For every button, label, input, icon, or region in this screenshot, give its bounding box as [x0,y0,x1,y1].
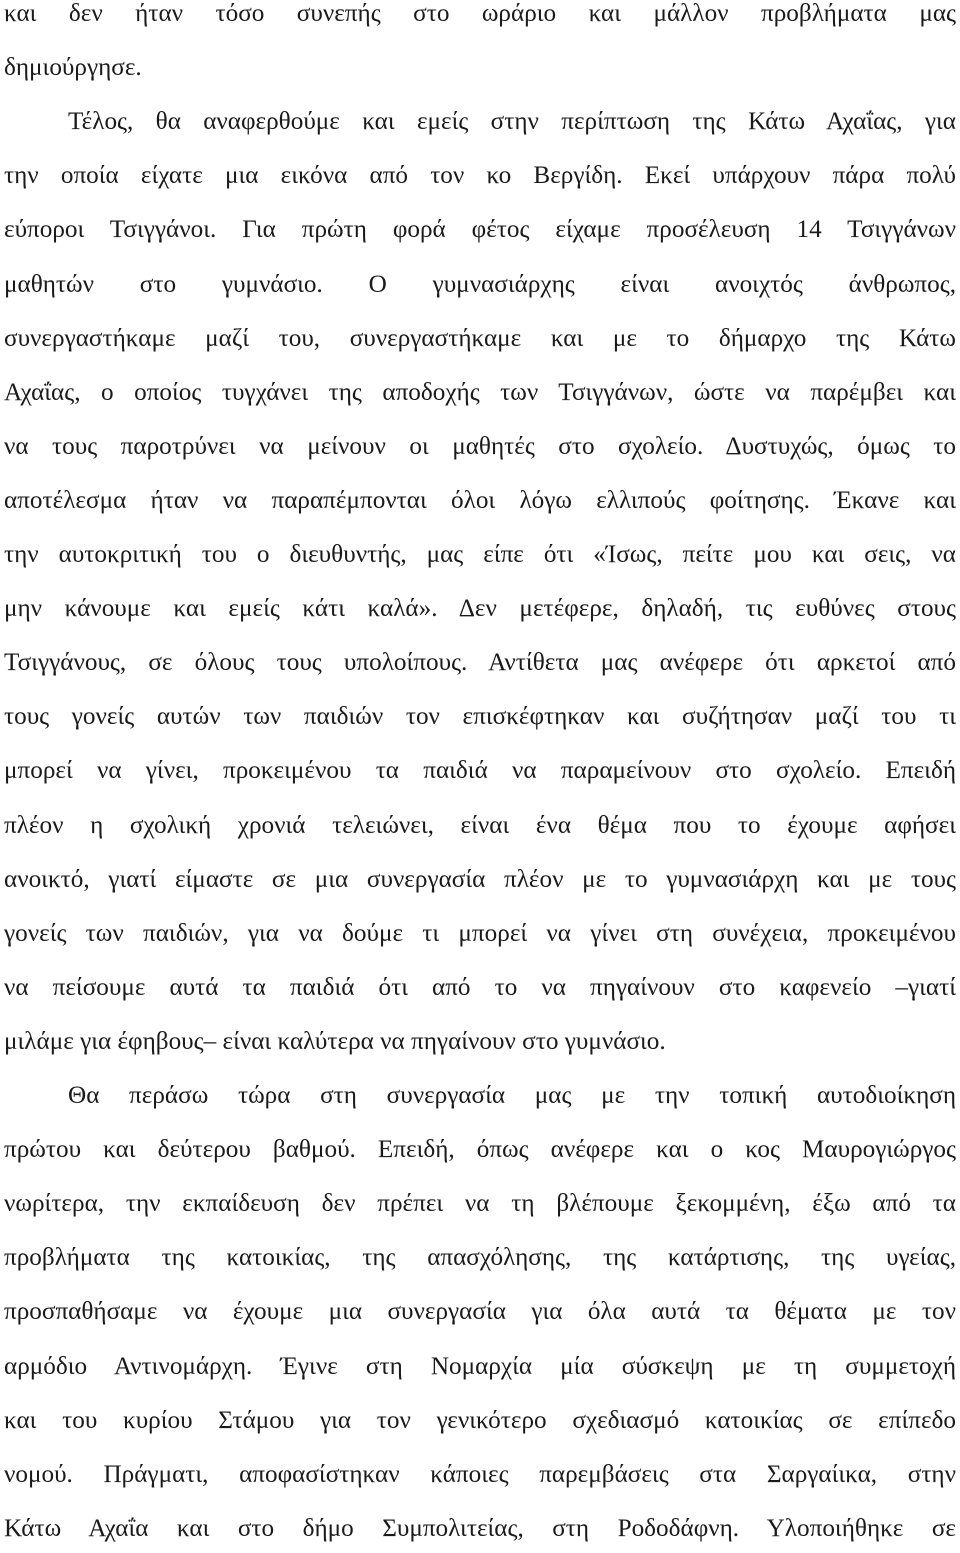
text-line: αποτέλεσμα ήταν να παραπέμπονται όλοι λόγω ελλιπούς φοίτησης. Έκανε και [4,486,956,514]
text-line: μπορεί να γίνει, προκειμένου τα παιδιά να παραμείνουν στο σχολείο. Επειδή [4,757,956,785]
text-line: πρώτου και δεύτερου βαθμού. Επειδή, όπως ανέφερε και ο κος Μαυρογιώργος [4,1136,956,1164]
text-line: εύποροι Τσιγγάνοι. Για πρώτη φορά φέτος είχαμε προσέλευση 14 Τσιγγάνων [4,216,956,244]
text-line: Θα περάσω τώρα στη συνεργασία μας με την τοπική αυτοδιοίκηση [68,1082,956,1109]
text-line: νωρίτερα, την εκπαίδευση δεν πρέπει να τη βλέπουμε ξεκομμένη, έξω από τα [4,1190,956,1218]
text-line: αρμόδιο Αντινομάρχη. Έγινε στη Νομαρχία μία σύσκεψη με τη συμμετοχή [4,1352,956,1380]
text-line: Κάτω Αχαΐα και στο δήμο Συμπολιτείας, στη Ροδοδάφνη. Υλοποιήθηκε σε [4,1514,956,1542]
text-line: την οποία είχατε μια εικόνα από τον κο Βεργίδη. Εκεί υπάρχουν πάρα πολύ [4,162,956,190]
text-line: Τέλος, θα αναφερθούμε και εμείς στην περίπτωση της Κάτω Αχαΐας, για [68,108,956,136]
text-line: τους γονείς αυτών των παιδιών τον επισκέφτηκαν και συζήτησαν μαζί του τι [4,703,956,731]
text-line: προσπαθήσαμε να έχουμε μια συνεργασία για όλα αυτά τα θέματα με τον [4,1298,956,1326]
document-page [4,0,960,1553]
text-line: να τους παροτρύνει να μείνουν οι μαθητές στο σχολείο. Δυστυχώς, όμως το [4,432,956,460]
text-line: και δεν ήταν τόσο συνεπής στο ωράριο και μάλλον προβλήματα μας [4,0,956,27]
text-line: και του κυρίου Στάμου για τον γενικότερο σχεδιασμό κατοικίας σε επίπεδο [4,1406,956,1434]
text-line: μιλάμε για έφηβους– είναι καλύτερα να πηγαίνουν στο γυμνάσιο. [4,1027,666,1055]
text-line: να πείσουμε αυτά τα παιδιά ότι από το να πηγαίνουν στο καφενείο –γιατί [4,973,956,1001]
text-line: ανοικτό, γιατί είμαστε σε μια συνεργασία πλέον με το γυμνασιάρχη και με τους [4,865,956,893]
text-line: δημιούργησε. [4,54,142,82]
text-line: προβλήματα της κατοικίας, της απασχόλησης, της κατάρτισης, της υγείας, [4,1244,956,1272]
text-line: μην κάνουμε και εμείς κάτι καλά». Δεν μετέφερε, δηλαδή, τις ευθύνες στους [4,595,956,623]
text-line: Αχαΐας, ο οποίος τυγχάνει της αποδοχής των Τσιγγάνων, ώστε να παρέμβει και [4,378,956,406]
text-line: την αυτοκριτική του ο διευθυντής, μας είπε ότι «Ίσως, πείτε μου και σεις, να [4,541,956,568]
text-line: Τσιγγάνους, σε όλους τους υπολοίπους. Αντίθετα μας ανέφερε ότι αρκετοί από [4,649,956,677]
text-line: γονείς των παιδιών, για να δούμε τι μπορεί να γίνει στη συνέχεια, προκειμένου [4,919,956,947]
text-line: μαθητών στο γυμνάσιο. Ο γυμνασιάρχης είναι ανοιχτός άνθρωπος, [4,270,956,298]
text-line: πλέον η σχολική χρονιά τελειώνει, είναι ένα θέμα που το έχουμε αφήσει [4,811,956,839]
text-line: νομού. Πράγματι, αποφασίστηκαν κάποιες παρεμβάσεις στα Σαργαίικα, στην [4,1460,956,1488]
text-line: συνεργαστήκαμε μαζί του, συνεργαστήκαμε και με το δήμαρχο της Κάτω [4,324,956,352]
